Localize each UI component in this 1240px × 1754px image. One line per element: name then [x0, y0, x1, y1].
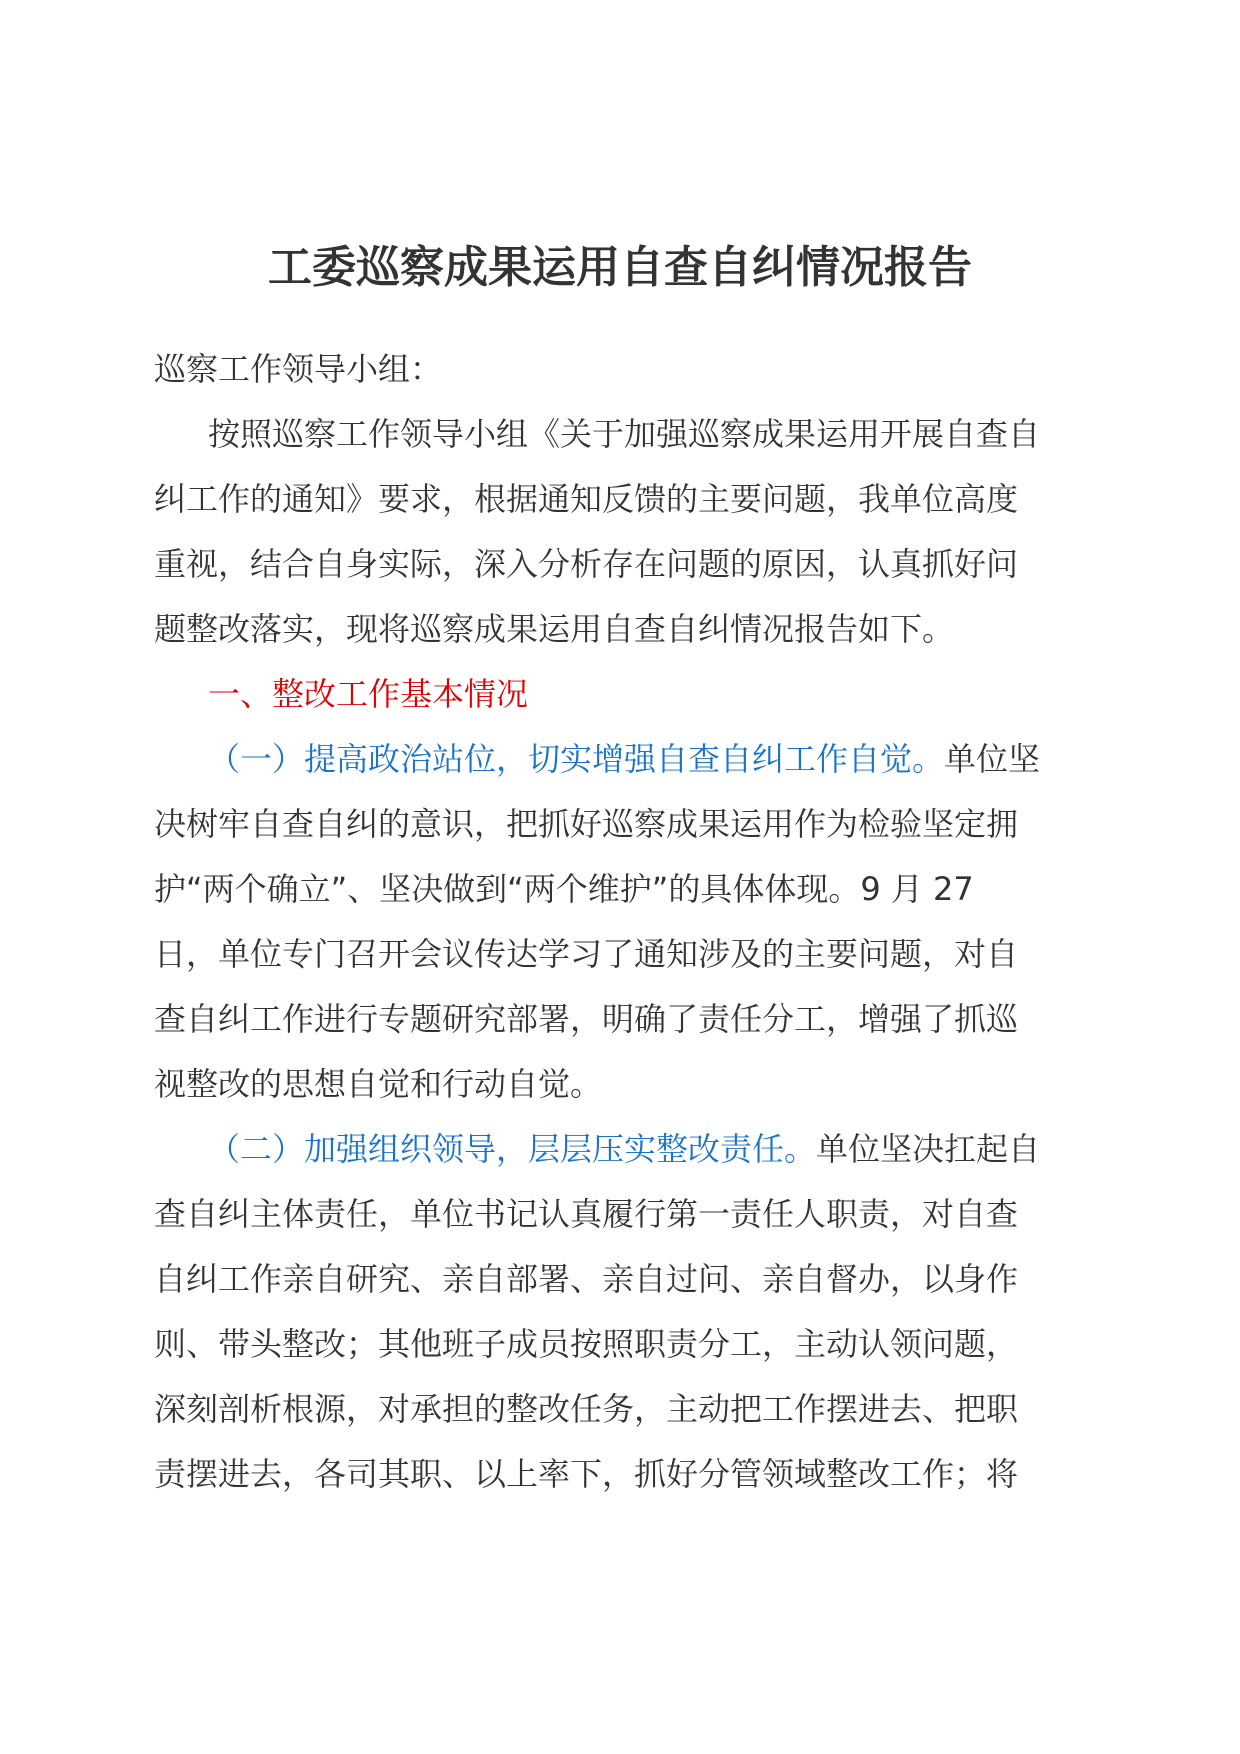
paragraph-text: 单位坚	[944, 740, 1041, 778]
paragraph-line: 护“两个确立”、坚决做到“两个维护”的具体体现。9 月 27	[154, 870, 974, 908]
paragraph-line: 按照巡察工作领导小组《关于加强巡察成果运用开展自查自	[208, 415, 1041, 453]
subsection-2	[154, 1117, 1094, 1507]
subsection-heading: （二）加强组织领导，层层压实整改责任。	[208, 1130, 817, 1168]
paragraph-line: 自纠工作亲自研究、亲自部署、亲自过问、亲自督办，以身作	[154, 1260, 1019, 1298]
paragraph-line: 日，单位专门召开会议传达学习了通知涉及的主要问题，对自	[154, 935, 1019, 973]
intro-paragraph	[154, 402, 1094, 662]
salutation: 巡察工作领导小组：	[154, 350, 443, 388]
paragraph-line: 责摆进去，各司其职、以上率下，抓好分管领域整改工作；将	[154, 1455, 1019, 1493]
subsection-first-line	[154, 727, 1094, 792]
subsection-heading: （一）提高政治站位，切实增强自查自纠工作自觉。	[208, 740, 945, 778]
paragraph-text: 单位坚决扛起自	[816, 1130, 1041, 1168]
paragraph-line: 决树牢自查自纠的意识，把抓好巡察成果运用作为检验坚定拥	[154, 805, 1019, 843]
paragraph-line: 则、带头整改；其他班子成员按照职责分工，主动认领问题，	[154, 1325, 1019, 1363]
paragraph-line: 深刻剖析根源，对承担的整改任务，主动把工作摆进去、把职	[154, 1390, 1019, 1428]
document-body	[154, 337, 1094, 1507]
paragraph-line: 查自纠工作进行专题研究部署，明确了责任分工，增强了抓巡	[154, 1000, 1019, 1038]
section-heading: 一、整改工作基本情况	[208, 675, 529, 713]
paragraph-line: 纠工作的通知》要求，根据通知反馈的主要问题，我单位高度	[154, 480, 1019, 518]
paragraph-line: 查自纠主体责任，单位书记认真履行第一责任人职责，对自查	[154, 1195, 1019, 1233]
subsection-first-line	[154, 1117, 1094, 1182]
paragraph-line: 题整改落实，现将巡察成果运用自查自纠情况报告如下。	[154, 610, 955, 648]
paragraph-line: 重视，结合自身实际，深入分析存在问题的原因，认真抓好问	[154, 545, 1019, 583]
subsection-1	[154, 727, 1094, 1117]
document-title: 工委巡察成果运用自查自纠情况报告	[268, 242, 972, 293]
paragraph-line: 视整改的思想自觉和行动自觉。	[154, 1065, 603, 1103]
